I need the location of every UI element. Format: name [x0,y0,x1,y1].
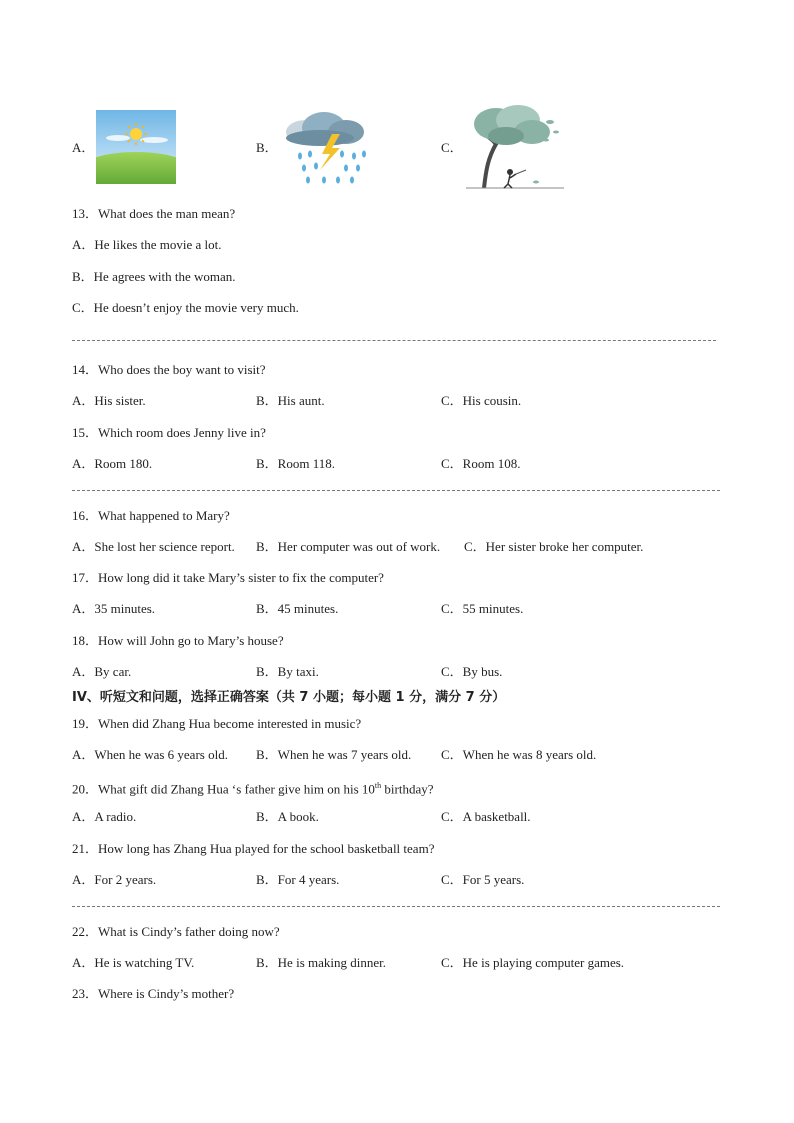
q21-option-b[interactable]: B．For 4 years. [256,872,340,887]
q22-option-a[interactable]: A．He is watching TV. [72,955,195,970]
q17-option-b[interactable]: B．45 minutes. [256,601,339,616]
windy-weather-icon [466,100,564,190]
q22-option-c[interactable]: C．He is playing computer games. [441,955,625,970]
question-23: 23．Where is Cindy’s mother? [72,986,235,1001]
question-16: 16．What happened to Mary? [72,508,230,523]
q16-option-c[interactable]: C．Her sister broke her computer. [464,539,644,554]
question-13: 13．What does the man mean? [72,206,236,221]
question-20-superscript: th [374,781,382,790]
q13-option-b[interactable]: B．He agrees with the woman. [72,269,236,284]
q13-option-a[interactable]: A．He likes the movie a lot. [72,237,222,252]
question-20-text: 20．What gift did Zhang Hua ‘s father give him on his 10 [72,781,375,797]
q15-option-c[interactable]: C．Room 108. [441,456,521,471]
q14-option-b[interactable]: B．His aunt. [256,393,325,408]
section-divider [72,340,716,341]
q21-option-a[interactable]: A．For 2 years. [72,872,157,887]
section-heading: IV、听短文和问题，选择正确答案（共 7 小题；每小题 1 分，满分 7 分） [72,690,506,705]
sunny-weather-icon [96,110,176,184]
q18-option-b[interactable]: B．By taxi. [256,664,319,679]
q21-option-c[interactable]: C．For 5 years. [441,872,525,887]
q15-option-b[interactable]: B．Room 118. [256,456,335,471]
question-22: 22．What is Cindy’s father doing now? [72,924,280,939]
q14-option-c[interactable]: C．His cousin. [441,393,522,408]
q18-option-c[interactable]: C．By bus. [441,664,503,679]
image-option-c-label: C． [441,140,463,155]
q17-option-a[interactable]: A．35 minutes. [72,601,156,616]
question-14: 14．Who does the boy want to visit? [72,362,266,377]
q19-option-b[interactable]: B．When he was 7 years old. [256,747,412,762]
q16-option-b[interactable]: B．Her computer was out of work. [256,539,441,554]
q20-option-a[interactable]: A．A radio. [72,809,137,824]
question-20-text-end: birthday? [381,781,434,797]
question-19: 19．When did Zhang Hua become interested in music? [72,716,362,731]
question-18: 18．How will John go to Mary’s house? [72,633,284,648]
q22-option-b[interactable]: B．He is making dinner. [256,955,386,970]
q18-option-a[interactable]: A．By car. [72,664,132,679]
question-21: 21．How long has Zhang Hua played for the school basketball team? [72,841,435,856]
image-option-a-label: A． [72,140,95,155]
q13-option-c[interactable]: C．He doesn’t enjoy the movie very much. [72,300,299,315]
section-divider [72,490,720,491]
q14-option-a[interactable]: A．His sister. [72,393,146,408]
question-20 [72,778,434,797]
question-17: 17．How long did it take Mary’s sister to fix the computer? [72,570,384,585]
thunderstorm-icon [280,110,372,188]
q17-option-c[interactable]: C．55 minutes. [441,601,524,616]
q19-option-a[interactable]: A．When he was 6 years old. [72,747,228,762]
section-divider [72,906,720,907]
image-option-b-label: B． [256,140,278,155]
question-15: 15．Which room does Jenny live in? [72,425,266,440]
q16-option-a[interactable]: A．She lost her science report. [72,539,235,554]
q20-option-b[interactable]: B．A book. [256,809,319,824]
q20-option-c[interactable]: C．A basketball. [441,809,531,824]
q15-option-a[interactable]: A．Room 180. [72,456,153,471]
q19-option-c[interactable]: C．When he was 8 years old. [441,747,597,762]
